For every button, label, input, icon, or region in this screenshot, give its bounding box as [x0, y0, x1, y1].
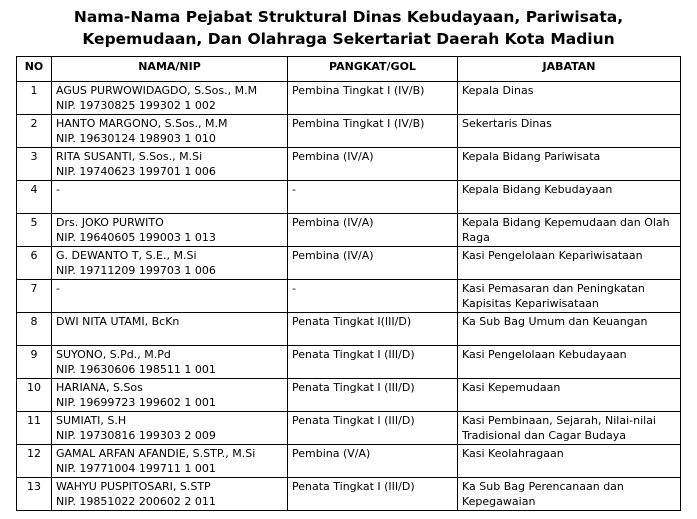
- cell-nama-nip: [52, 214, 288, 247]
- cell-nama-nip: [52, 313, 288, 346]
- cell-nama-nip: [52, 346, 288, 379]
- cell-jabatan: Kepala Bidang Pariwisata: [458, 148, 681, 181]
- table-row: [17, 148, 681, 181]
- official-nip: NIP. 19699723 199602 1 001: [56, 396, 216, 409]
- cell-no: 12: [17, 445, 52, 478]
- table-row: [17, 280, 681, 313]
- table-row: [17, 412, 681, 445]
- cell-jabatan: Kasi Pengelolaan Kepariwisataan: [458, 247, 681, 280]
- header-no: NO: [17, 57, 52, 82]
- title-line-2: Kepemudaan, Dan Olahraga Sekertariat Daerah Kota Madiun: [82, 30, 615, 48]
- cell-jabatan: Kasi Pemasaran dan Peningkatan Kapisitas Kepariwisataan: [458, 280, 681, 313]
- cell-jabatan: Ka Sub Bag Umum dan Keuangan: [458, 313, 681, 346]
- cell-jabatan: Kepala Bidang Kepemudaan dan Olah Raga: [458, 214, 681, 247]
- cell-jabatan: Ka Sub Bag Perencanaan dan Kepegawaian: [458, 478, 681, 511]
- cell-no: 1: [17, 82, 52, 115]
- cell-no: 5: [17, 214, 52, 247]
- official-name: WAHYU PUSPITOSARI, S.STP: [56, 480, 211, 493]
- cell-pangkat-gol: Penata Tingkat I (III/D): [288, 412, 458, 445]
- cell-jabatan: Kasi Kepemudaan: [458, 379, 681, 412]
- cell-nama-nip: [52, 82, 288, 115]
- cell-no: 9: [17, 346, 52, 379]
- cell-nama-nip: [52, 412, 288, 445]
- official-nip: NIP. 19640605 199003 1 013: [56, 231, 216, 244]
- official-name: Drs. JOKO PURWITO: [56, 216, 164, 229]
- cell-no: 4: [17, 181, 52, 214]
- cell-no: 10: [17, 379, 52, 412]
- official-nip: NIP. 19730825 199302 1 002: [56, 99, 216, 112]
- official-name: DWI NITA UTAMI, BcKn: [56, 315, 180, 328]
- official-name: -: [56, 282, 60, 295]
- cell-nama-nip: [52, 379, 288, 412]
- cell-nama-nip: [52, 181, 288, 214]
- cell-jabatan: Kepala Bidang Kebudayaan: [458, 181, 681, 214]
- cell-pangkat-gol: Pembina (V/A): [288, 445, 458, 478]
- official-nip: NIP. 19771004 199711 1 001: [56, 462, 216, 475]
- cell-nama-nip: [52, 148, 288, 181]
- cell-jabatan: Kasi Keolahragaan: [458, 445, 681, 478]
- officials-table: [16, 56, 681, 511]
- cell-pangkat-gol: -: [288, 181, 458, 214]
- cell-pangkat-gol: Pembina Tingkat I (IV/B): [288, 82, 458, 115]
- table-row: [17, 115, 681, 148]
- official-name: G. DEWANTO T, S.E., M.Si: [56, 249, 197, 262]
- table-body: [17, 82, 681, 511]
- table-row: [17, 478, 681, 511]
- official-name: SUYONO, S.Pd., M.Pd: [56, 348, 171, 361]
- table-row: [17, 247, 681, 280]
- cell-jabatan: Kasi Pengelolaan Kebudayaan: [458, 346, 681, 379]
- official-name: -: [56, 183, 60, 196]
- title-line-1: Nama-Nama Pejabat Struktural Dinas Kebudayaan, Pariwisata,: [73, 8, 624, 26]
- official-name: AGUS PURWOWIDAGDO, S.Sos., M.M: [56, 84, 258, 97]
- header-jabatan: JABATAN: [458, 57, 681, 82]
- cell-pangkat-gol: Penata Tingkat I (III/D): [288, 346, 458, 379]
- table-row: [17, 445, 681, 478]
- cell-nama-nip: [52, 280, 288, 313]
- table-row: [17, 214, 681, 247]
- official-name: RITA SUSANTI, S.Sos., M.Si: [56, 150, 203, 163]
- cell-no: 6: [17, 247, 52, 280]
- cell-pangkat-gol: Pembina (IV/A): [288, 214, 458, 247]
- cell-nama-nip: [52, 445, 288, 478]
- official-nip: NIP. 19630124 198903 1 010: [56, 132, 216, 145]
- cell-no: 2: [17, 115, 52, 148]
- table-row: [17, 313, 681, 346]
- cell-pangkat-gol: -: [288, 280, 458, 313]
- cell-jabatan: Kepala Dinas: [458, 82, 681, 115]
- official-nip: NIP. 19711209 199703 1 006: [56, 264, 216, 277]
- official-name: SUMIATI, S.H: [56, 414, 127, 427]
- cell-pangkat-gol: Penata Tingkat I (III/D): [288, 379, 458, 412]
- table-header-row: [17, 57, 681, 82]
- cell-pangkat-gol: Pembina (IV/A): [288, 247, 458, 280]
- header-nama-nip: NAMA/NIP: [52, 57, 288, 82]
- official-name: GAMAL ARFAN AFANDIE, S.STP., M.Si: [56, 447, 256, 460]
- official-name: HANTO MARGONO, S.Sos., M.M: [56, 117, 228, 130]
- cell-nama-nip: [52, 478, 288, 511]
- cell-no: 13: [17, 478, 52, 511]
- cell-pangkat-gol: Penata Tingkat I (III/D): [288, 478, 458, 511]
- cell-pangkat-gol: Pembina (IV/A): [288, 148, 458, 181]
- cell-no: 3: [17, 148, 52, 181]
- cell-pangkat-gol: Penata Tingkat I(III/D): [288, 313, 458, 346]
- document-title: [0, 6, 697, 50]
- official-nip: NIP. 19630606 198511 1 001: [56, 363, 216, 376]
- official-nip: NIP. 19730816 199303 2 009: [56, 429, 216, 442]
- cell-pangkat-gol: Pembina Tingkat I (IV/B): [288, 115, 458, 148]
- cell-jabatan: Sekertaris Dinas: [458, 115, 681, 148]
- table-row: [17, 379, 681, 412]
- cell-no: 11: [17, 412, 52, 445]
- official-nip: NIP. 19740623 199701 1 006: [56, 165, 216, 178]
- header-pangkat-gol: PANGKAT/GOL: [288, 57, 458, 82]
- table-row: [17, 346, 681, 379]
- table-row: [17, 82, 681, 115]
- cell-nama-nip: [52, 247, 288, 280]
- cell-jabatan: Kasi Pembinaan, Sejarah, Nilai-nilai Tradisional dan Cagar Budaya: [458, 412, 681, 445]
- cell-no: 8: [17, 313, 52, 346]
- cell-nama-nip: [52, 115, 288, 148]
- cell-no: 7: [17, 280, 52, 313]
- official-nip: NIP. 19851022 200602 2 011: [56, 495, 216, 508]
- table-row: [17, 181, 681, 214]
- official-name: HARIANA, S.Sos: [56, 381, 143, 394]
